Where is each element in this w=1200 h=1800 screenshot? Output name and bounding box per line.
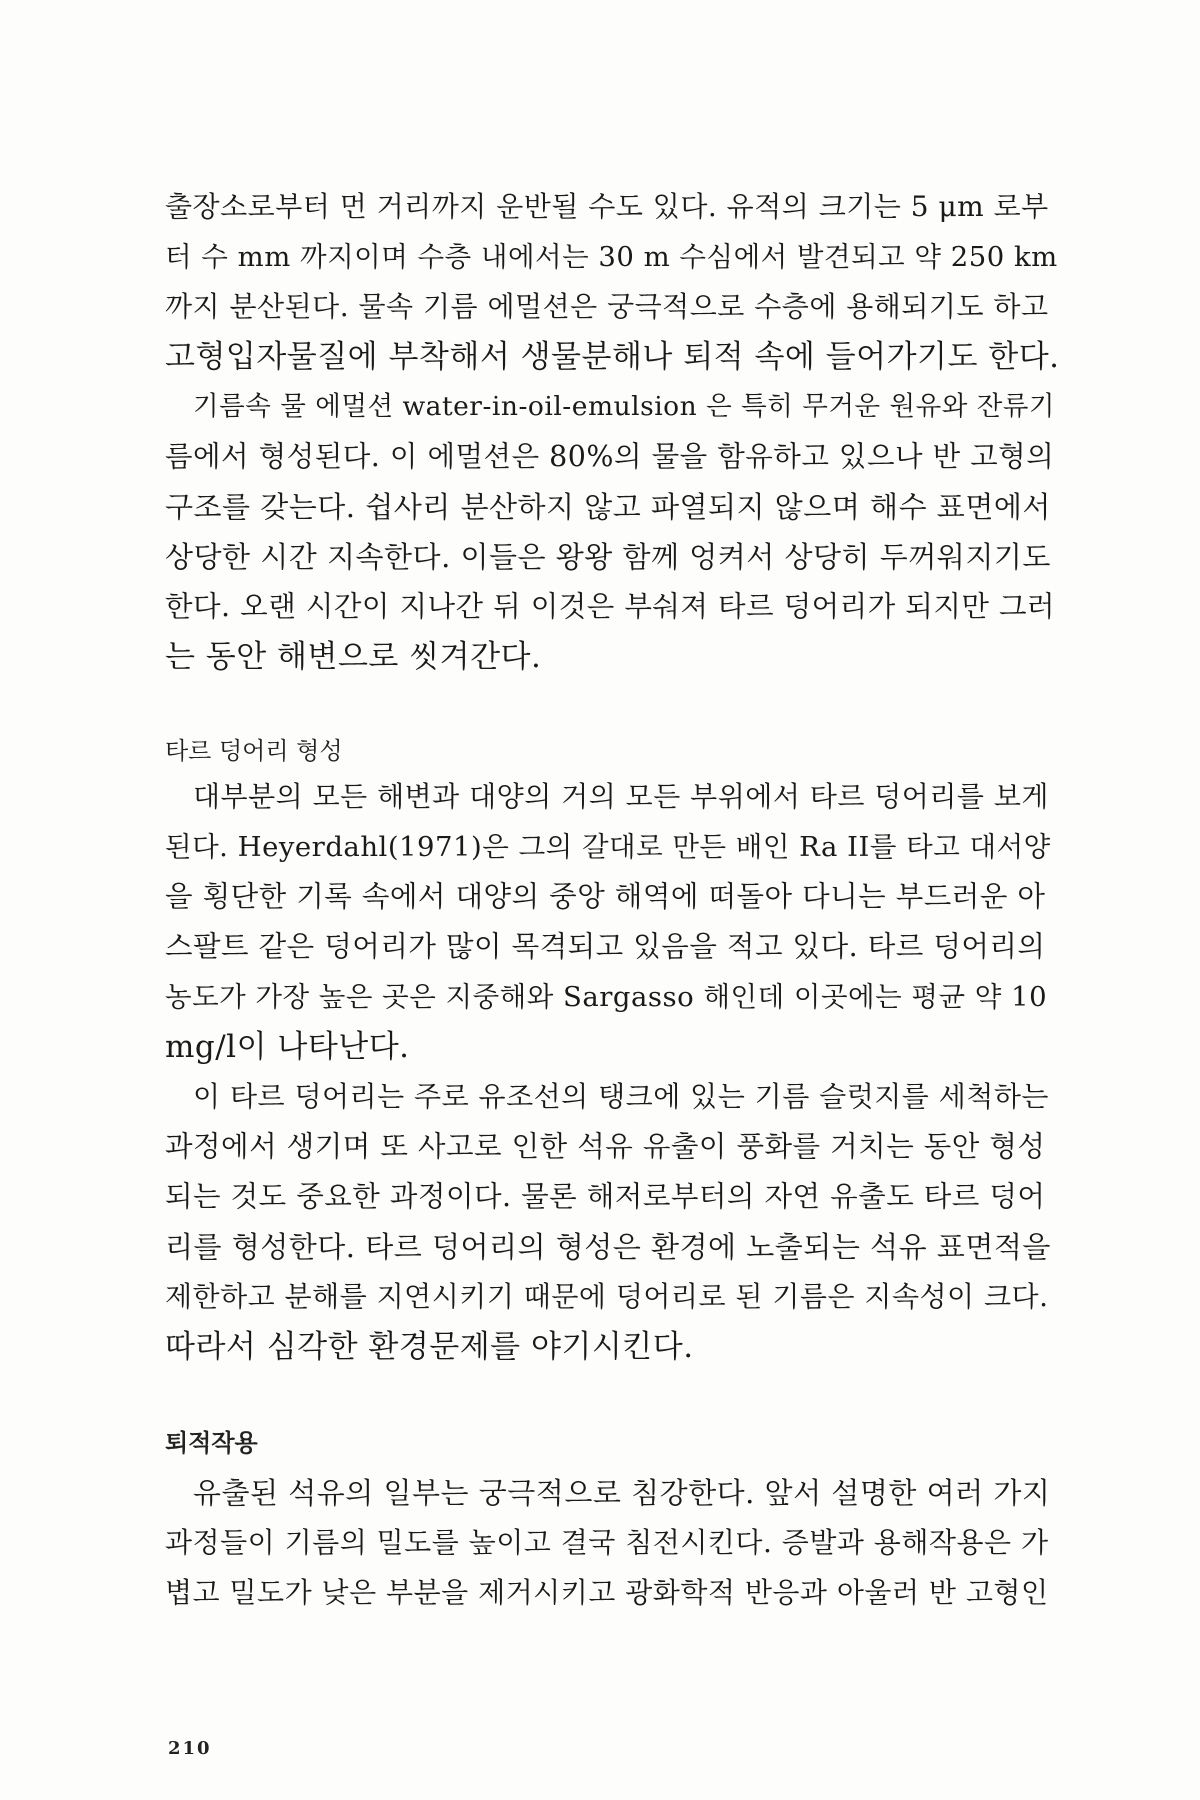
- text-line: 리를 형성한다. 타르 덩어리의 형성은 환경에 노출되는 석유 표면적을: [165, 1230, 1051, 1264]
- text-line: 스팔트 같은 덩어리가 많이 목격되고 있음을 적고 있다. 타르 덩어리의: [165, 930, 1046, 963]
- text-line: 기름속 물 에멀션 water-in-oil-emulsion 은 특히 무거운 원유와 잔류기: [193, 391, 1056, 422]
- text-line: 구조를 갖는다. 쉽사리 분산하지 않고 파열되지 않으며 해수 표면에서: [165, 490, 1051, 524]
- text-line: 상당한 시간 지속한다. 이들은 왕왕 함께 엉켜서 상당히 두꺼워지기도: [165, 540, 1051, 574]
- text-line: 농도가 가장 높은 곳은 지중해와 Sargasso 해인데 이곳에는 평균 약 10: [165, 981, 1048, 1013]
- paragraph-tar-ball-observations: [165, 772, 1060, 1072]
- page-number: 210: [168, 1738, 212, 1759]
- text-line: 한다. 오랜 시간이 지나간 뒤 이것은 부숴져 타르 덩어리가 되지만 그러: [165, 590, 1056, 623]
- text-line: 유출된 석유의 일부는 궁극적으로 침강한다. 앞서 설명한 여러 가지: [193, 1476, 1051, 1510]
- text-line: 을 횡단한 기록 속에서 대양의 중앙 해역에 떠돌아 다니는 부드러운 아: [165, 880, 1046, 913]
- text-line: 과정에서 생기며 또 사고로 인한 석유 유출이 풍화를 거치는 동안 형성: [165, 1130, 1046, 1163]
- text-line: 된다. Heyerdahl(1971)은 그의 갈대로 만든 배인 Ra II를 타고 대서양: [165, 831, 1051, 863]
- text-line: 대부분의 모든 해변과 대양의 거의 모든 부위에서 타르 덩어리를 보게: [193, 780, 1049, 813]
- text-line: 따라서 심각한 환경문제를 야기시킨다.: [165, 1329, 694, 1365]
- text-line: 는 동안 해변으로 씻겨간다.: [165, 639, 542, 675]
- text-line: 과정들이 기름의 밀도를 높이고 결국 침전시킨다. 증발과 용해작용은 가: [165, 1526, 1049, 1559]
- text-line: 출장소로부터 먼 거리까지 운반될 수도 있다. 유적의 크기는 5 μm 로부: [165, 190, 1049, 223]
- section-heading-sedimentation: 퇴적작용: [165, 1429, 258, 1457]
- paragraph-sedimentation: [165, 1468, 1060, 1618]
- paragraph-tar-ball-sources: [165, 1072, 1060, 1372]
- text-line: 고형입자물질에 부착해서 생물분해나 퇴적 속에 들어가기도 한다.: [165, 339, 1060, 375]
- text-line: 이 타르 덩어리는 주로 유조선의 탱크에 있는 기름 슬럿지를 세척하는: [193, 1080, 1049, 1113]
- paragraph-oil-in-water-dispersion: [165, 182, 1060, 382]
- text-line: 제한하고 분해를 지연시키기 때문에 덩어리로 된 기름은 지속성이 크다.: [165, 1280, 1049, 1313]
- text-line: 름에서 형성된다. 이 에멀션은 80%의 물을 함유하고 있으나 반 고형의: [165, 440, 1055, 473]
- text-line: 볍고 밀도가 낮은 부분을 제거시키고 광화학적 반응과 아울러 반 고형인: [165, 1576, 1049, 1609]
- paragraph-water-in-oil-emulsion: [165, 382, 1060, 682]
- section-heading-tar-ball-formation: 타르 덩어리 형성: [165, 737, 343, 765]
- text-line: 되는 것도 중요한 과정이다. 물론 해저로부터의 자연 유출도 타르 덩어: [165, 1180, 1046, 1213]
- text-line: 터 수 mm 까지이며 수층 내에서는 30 m 수심에서 발견되고 약 250 km: [165, 241, 1058, 273]
- text-line: mg/l이 나타난다.: [165, 1029, 410, 1065]
- text-line: 까지 분산된다. 물속 기름 에멀션은 궁극적으로 수층에 용해되기도 하고: [165, 290, 1049, 323]
